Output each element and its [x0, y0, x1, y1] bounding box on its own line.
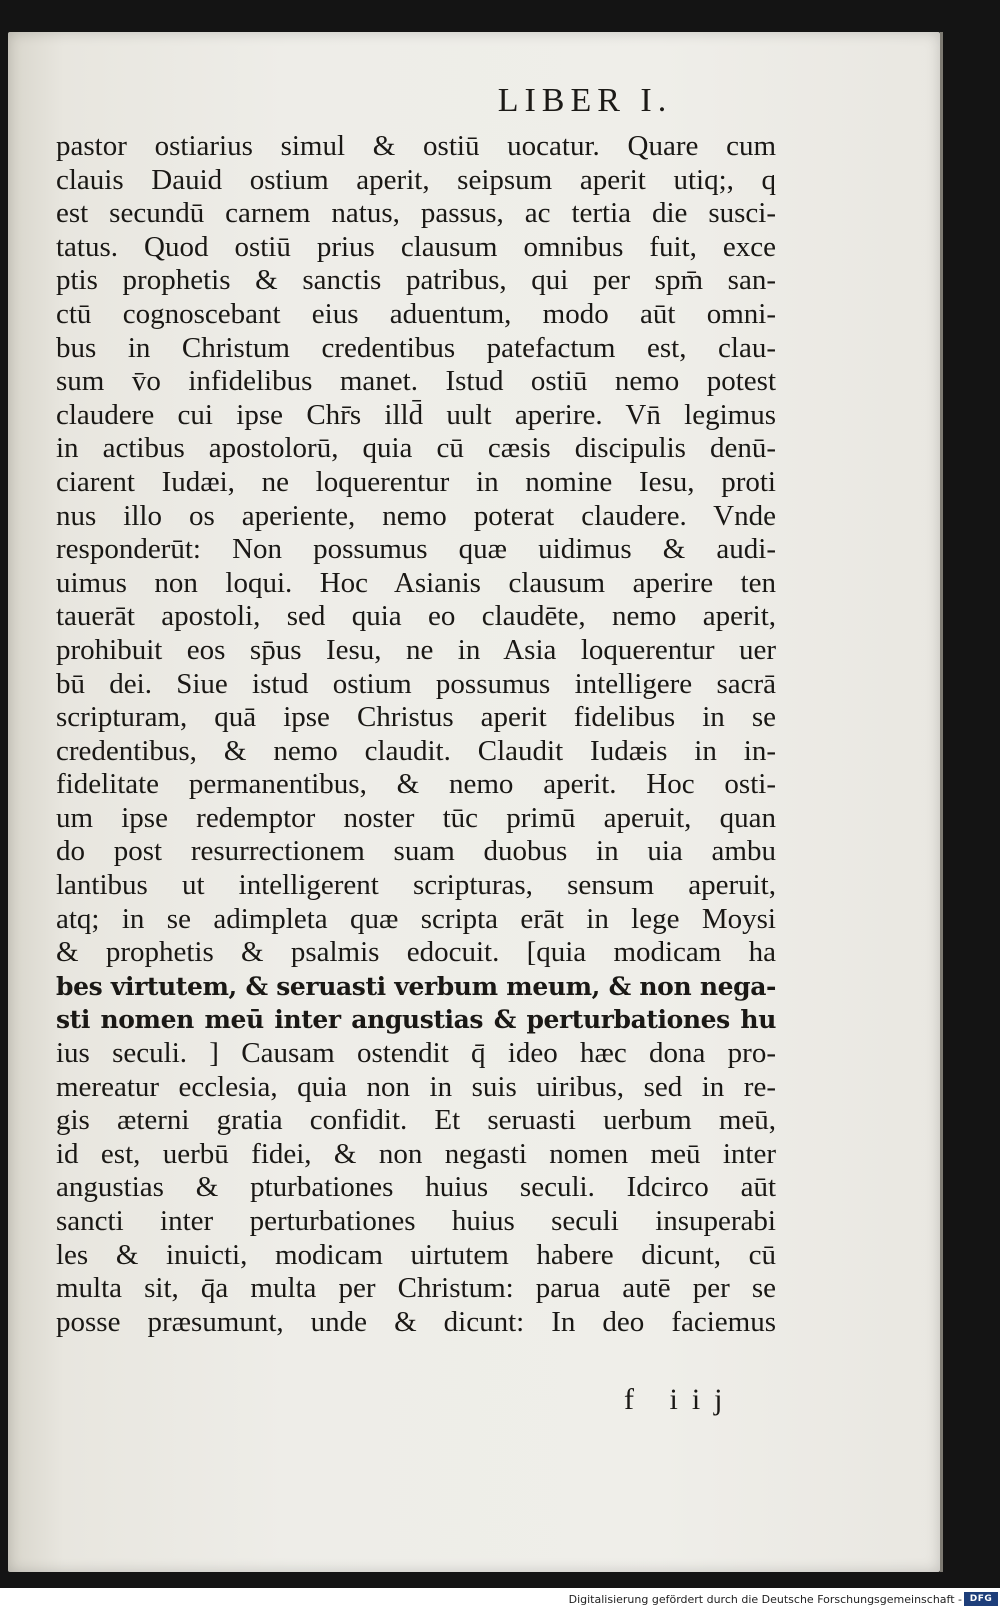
text-line: tauerāt apostoli, sed quia eo claudēte, nemo aperit,: [56, 600, 776, 633]
text-line: lantibus ut intelligerent scripturas, sensum aperuit,: [56, 869, 776, 902]
text-line: scripturam, quā ipse Christus aperit fidelibus in se: [56, 701, 776, 734]
text-line: ptis prophetis & sanctis patribus, qui per spm̄ san-: [56, 264, 776, 297]
text-line: prohibuit eos sp̄us Iesu, ne in Asia loquerentur uer: [56, 633, 776, 666]
text-line: gis æterni gratia confidit. Et seruasti uerbum meū,: [56, 1104, 776, 1137]
text-line: atq; in se adimpleta quæ scripta erāt in lege Moysi: [56, 902, 776, 935]
footer-credit: Digitalisierung gefördert durch die Deutsche Forschungsgemeinschaft -: [568, 1593, 962, 1606]
signature-mark: f iij: [624, 1383, 737, 1416]
text-line: in actibus apostolorū, quia cū cæsis discipulis denū-: [56, 432, 776, 465]
text-line: um ipse redemptor noster tūc primū aperuit, quan: [56, 801, 776, 834]
text-line: responderūt: Non possumus quæ uidimus & audi-: [56, 533, 776, 566]
text-line: mereatur ecclesia, quia non in suis uiribus, sed in re-: [56, 1070, 776, 1103]
text-line: ius seculi. ] Causam ostendit q̄ ideo hæc dona pro-: [56, 1037, 776, 1070]
text-line: tatus. Quod ostiū prius clausum omnibus fuit, exce: [56, 230, 776, 263]
body-text: [56, 130, 776, 1339]
text-line: ciarent Iudæi, ne loquerentur in nomine Iesu, proti: [56, 465, 776, 498]
text-line: do post resurrectionem suam duobus in uia ambu: [56, 835, 776, 868]
text-line: angustias & pturbationes huius seculi. Idcirco aūt: [56, 1171, 776, 1204]
text-line: nus illo os aperiente, nemo poterat claudere. Vnde: [56, 499, 776, 532]
text-line: uimus non loqui. Hoc Asianis clausum aperire ten: [56, 566, 776, 599]
text-line: & prophetis & psalmis edocuit. [quia modicam ha: [56, 936, 776, 969]
text-line: bes virtutem, & seruasti verbum meum, & non nega-: [56, 971, 776, 1001]
text-line: id est, uerbū fidei, & non negasti nomen meū inter: [56, 1137, 776, 1170]
text-line: sti nomen meū inter angustias & perturbationes hu: [56, 1005, 776, 1035]
text-line: credentibus, & nemo claudit. Claudit Iudæis in in-: [56, 734, 776, 767]
text-line: posse præsumunt, unde & dicunt: In deo faciemus: [56, 1305, 776, 1338]
text-line: est secundū carnem natus, passus, ac tertia die susci-: [56, 197, 776, 230]
page-edge: [940, 32, 943, 1572]
text-line: multa sit, q̄a multa per Christum: parua autē per se: [56, 1272, 776, 1305]
text-line: ctū cognoscebant eius aduentum, modo aūt omni-: [56, 297, 776, 330]
dfg-logo: DFG: [964, 1592, 998, 1606]
text-line: bus in Christum credentibus patefactum est, clau-: [56, 331, 776, 364]
text-line: sum v̄o infidelibus manet. Istud ostiū nemo potest: [56, 365, 776, 398]
running-head: LIBER I.: [497, 82, 673, 119]
text-line: clauis Dauid ostium aperit, seipsum aperit utiq;, q: [56, 163, 776, 196]
text-line: fidelitate permanentibus, & nemo aperit. Hoc osti-: [56, 768, 776, 801]
text-line: pastor ostiarius simul & ostiū uocatur. Quare cum: [56, 130, 776, 162]
text-line: bū dei. Siue istud ostium possumus intelligere sacrā: [56, 667, 776, 700]
text-line: claudere cui ipse Chr̄s illd̄ uult aperire. Vn̄ legimus: [56, 398, 776, 431]
text-line: les & inuicti, modicam uirtutem habere dicunt, cū: [56, 1238, 776, 1271]
text-line: sancti inter perturbationes huius seculi insuperabi: [56, 1205, 776, 1237]
